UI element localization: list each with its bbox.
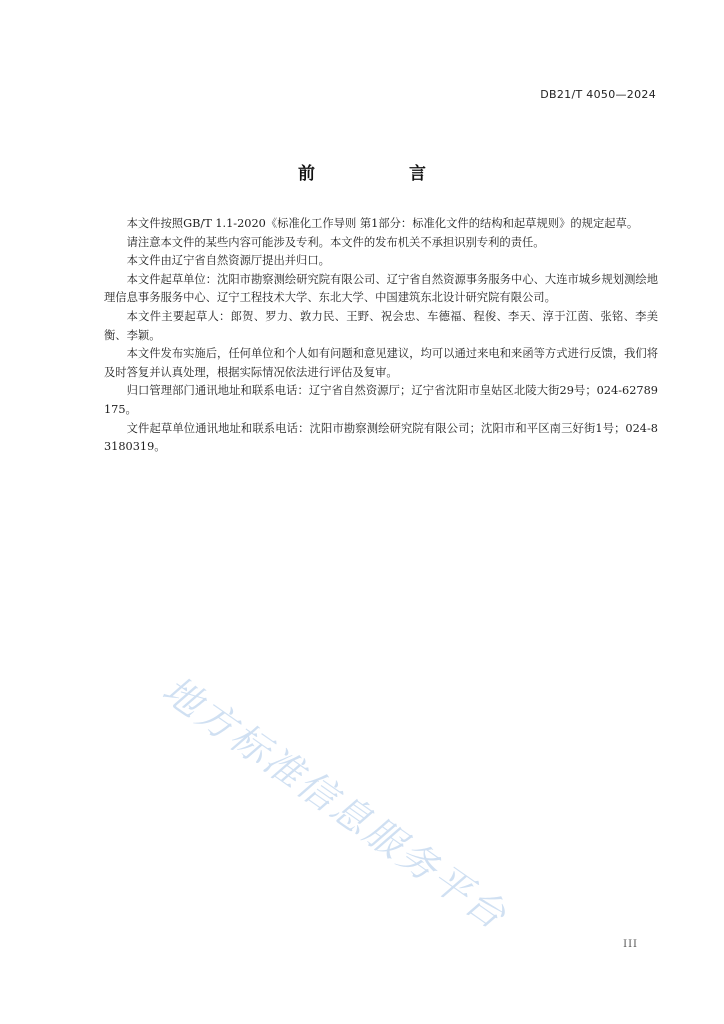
paragraph-feedback: 本文件发布实施后，任何单位和个人如有问题和意见建议，均可以通过来电和来函等方式进行反馈，我们将及时答复并认真处理，根据实际情况依法进行评估及复审。 <box>104 347 658 379</box>
foreword-body <box>104 215 658 457</box>
paragraph-drafting-units: 本文件起草单位：沈阳市勘察测绘研究院有限公司、辽宁省自然资源事务服务中心、大连市城乡规划测绘地理信息事务服务中心、辽宁工程技术大学、东北大学、中国建筑东北设计研究院有限公司。 <box>104 272 658 305</box>
paragraph-drafter-contact: 文件起草单位通讯地址和联系电话：沈阳市勘察测绘研究院有限公司；沈阳市和平区南三好街1号；024-83180319。 <box>104 421 658 454</box>
watermark: 地方标准信息服务平台 <box>154 667 516 939</box>
paragraph-authority-contact: 归口管理部门通讯地址和联系电话：辽宁省自然资源厅；辽宁省沈阳市皇姑区北陵大街29号；024-62789175。 <box>104 384 658 416</box>
paragraph-drafters: 本文件主要起草人：郎贺、罗力、敦力民、王野、祝会忠、车德福、程俊、李天、淳于江茵、张铭、李美衡、李颖。 <box>104 309 658 342</box>
paragraph-proposer: 本文件由辽宁省自然资源厅提出并归口。 <box>126 254 330 268</box>
paragraph-drafting-basis: 本文件按照GB/T 1.1-2020《标准化工作导则 第1部分：标准化文件的结构和起草规则》的规定起草。 <box>126 217 639 230</box>
page-number: III <box>623 939 638 950</box>
document-code: DB21/T 4050—2024 <box>540 88 656 101</box>
paragraph-patent-notice: 请注意本文件的某些内容可能涉及专利。本文件的发布机关不承担识别专利的责任。 <box>126 235 545 249</box>
page-title: 前 言 <box>298 164 470 184</box>
